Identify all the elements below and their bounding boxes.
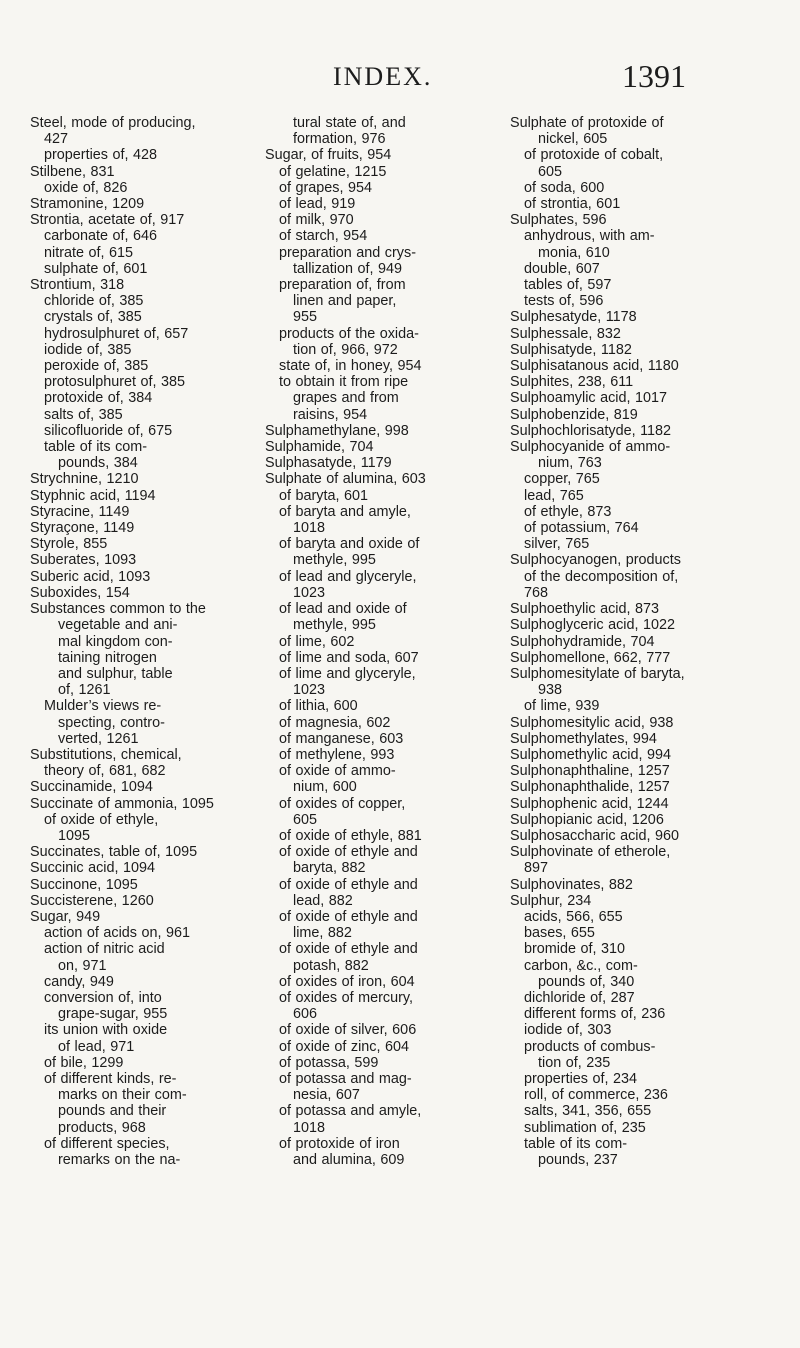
index-entry-line: of ethyle, 873	[524, 503, 612, 520]
index-column-1	[30, 115, 255, 1168]
index-entry-line: Suberic acid, 1093	[30, 568, 151, 585]
index-entry-line: 1023	[293, 584, 326, 601]
index-entry-line: of oxide of silver, 606	[279, 1022, 417, 1039]
index-entry-line: 938	[538, 682, 563, 699]
index-entry-line: Sulphoethylic acid, 873	[510, 601, 660, 618]
index-entry-line: Sulphocyanogen, products	[510, 552, 681, 569]
index-entry-line: carbonate of, 646	[44, 228, 158, 245]
index-entry-line: of oxides of iron, 604	[279, 973, 415, 990]
index-entry-line: double, 607	[524, 260, 600, 277]
index-entry-line: Sulphohydramide, 704	[510, 633, 655, 650]
index-entry-line: of baryta and amyle,	[279, 503, 411, 520]
index-entry-line: peroxide of, 385	[44, 358, 149, 375]
index-entry-line: Sulphoglyceric acid, 1022	[510, 617, 675, 634]
index-entry-line: on, 971	[58, 957, 107, 974]
index-entry-line: table of its com-	[44, 439, 148, 456]
index-entry-line: Steel, mode of producing,	[30, 115, 196, 131]
index-entry-line: 1023	[293, 682, 326, 699]
index-entry-line: Sulphomethylic acid, 994	[510, 746, 671, 763]
index-entry-line: verted, 1261	[58, 730, 139, 747]
index-entry-line: tests of, 596	[524, 293, 604, 310]
index-entry-line: tion of, 235	[538, 1054, 611, 1071]
index-entry-line: anhydrous, with am-	[524, 228, 655, 245]
index-entry-line: Sugar, of fruits, 954	[265, 147, 392, 164]
index-entry-line: Succinic acid, 1094	[30, 860, 155, 877]
index-entry-line: table of its com-	[524, 1135, 628, 1152]
index-entry-line: Sulphites, 238, 611	[510, 374, 634, 391]
index-entry-line: Suboxides, 154	[30, 584, 130, 601]
index-entry-line: Sulphomesitylic acid, 938	[510, 714, 674, 731]
index-entry-line: methyle, 995	[293, 552, 376, 569]
index-entry-line: salts, 341, 356, 655	[524, 1103, 652, 1120]
index-entry-line: 427	[44, 131, 69, 148]
index-entry-line: of grapes, 954	[279, 179, 373, 196]
index-entry-line: Succisterene, 1260	[30, 892, 154, 909]
index-entry-line: of oxide of ethyle and	[279, 941, 418, 958]
index-entry-line: pounds, 384	[58, 455, 138, 472]
index-entry-line: Sulphomesitylate of baryta,	[510, 665, 685, 682]
index-entry-line: of milk, 970	[279, 212, 354, 229]
index-entry-line: Sulphur, 234	[510, 892, 592, 909]
index-entry-line: pounds, 237	[538, 1152, 618, 1168]
index-entry-line: tables of, 597	[524, 277, 612, 294]
index-entry-line: its union with oxide	[44, 1022, 168, 1039]
index-entry-line: of manganese, 603	[279, 730, 404, 747]
index-entry-line: products, 968	[58, 1119, 146, 1136]
index-entry-line: and sulphur, table	[58, 665, 173, 682]
index-entry-line: Sulphophenic acid, 1244	[510, 795, 669, 812]
index-entry-line: iodide of, 385	[44, 341, 132, 358]
index-entry-line: crystals of, 385	[44, 309, 142, 326]
index-entry-line: Sulphessale, 832	[510, 325, 621, 342]
index-entry-line: Styrole, 855	[30, 536, 108, 553]
index-entry-line: Mulder’s views re-	[44, 698, 162, 715]
index-entry-line: of methylene, 993	[279, 746, 395, 763]
index-entry-line: conversion of, into	[44, 989, 162, 1006]
index-entry-line: marks on their com-	[58, 1087, 187, 1104]
index-entry-line: sulphate of, 601	[44, 260, 148, 277]
index-entry-line: carbon, &c., com-	[524, 957, 638, 974]
index-entry-line: grape-sugar, 955	[58, 1006, 168, 1023]
index-entry-line: hydrosulphuret of, 657	[44, 325, 189, 342]
index-entry-line: 897	[524, 860, 549, 877]
index-entry-line: of different kinds, re-	[44, 1070, 177, 1087]
index-entry-line: Succinates, table of, 1095	[30, 844, 198, 861]
index-entry-line: chloride of, 385	[44, 293, 144, 310]
index-entry-line: of strontia, 601	[524, 196, 621, 213]
index-entry-line: Sulphasatyde, 1179	[265, 455, 392, 472]
index-entry-line: of potassium, 764	[524, 520, 639, 537]
index-entry-line: Sulphovinates, 882	[510, 876, 633, 893]
index-entry-line: preparation and crys-	[279, 244, 416, 261]
index-entry-line: potash, 882	[293, 957, 369, 974]
index-entry-line: lead, 882	[293, 892, 353, 909]
index-entry-line: of oxide of ethyle and	[279, 908, 418, 925]
index-entry-line: theory of, 681, 682	[44, 763, 166, 780]
index-entry-line: specting, contro-	[58, 714, 165, 731]
index-entry-line: Sulphosaccharic acid, 960	[510, 827, 679, 844]
index-entry-line: Strontium, 318	[30, 277, 125, 294]
index-entry-line: Sulphonaphthalide, 1257	[510, 779, 670, 796]
index-entry-line: Strontia, acetate of, 917	[30, 212, 185, 229]
index-entry-line: of lithia, 600	[279, 698, 358, 715]
index-entry-line: of protoxide of iron	[279, 1135, 400, 1152]
index-entry-line: of lead and glyceryle,	[279, 568, 417, 585]
index-entry-line: of baryta and oxide of	[279, 536, 420, 553]
index-entry-line: linen and paper,	[293, 293, 397, 310]
index-entry-line: bromide of, 310	[524, 941, 625, 958]
index-entry-line: tallization of, 949	[293, 260, 403, 277]
index-entry-line: nium, 600	[293, 779, 357, 796]
index-entry-line: Stilbene, 831	[30, 163, 115, 180]
index-entry-line: Substitutions, chemical,	[30, 746, 182, 763]
index-entry-line: different forms of, 236	[524, 1006, 666, 1023]
index-entry-line: 606	[293, 1006, 318, 1023]
index-entry-line: Substances common to the	[30, 601, 206, 618]
index-entry-line: lime, 882	[293, 925, 352, 942]
index-entry-line: of lead, 971	[58, 1038, 135, 1055]
index-entry-line: of oxide of ethyle, 881	[279, 827, 422, 844]
index-entry-line: monia, 610	[538, 244, 610, 261]
index-entry-line: silver, 765	[524, 536, 590, 553]
index-entry-line: of baryta, 601	[279, 487, 369, 504]
index-entry-line: Sulphocyanide of ammo-	[510, 439, 671, 456]
index-entry-line: Sulphamide, 704	[265, 439, 374, 456]
index-entry-line: of oxides of copper,	[279, 795, 406, 812]
index-entry-line: of lead, 919	[279, 196, 356, 213]
index-entry-line: nium, 763	[538, 455, 602, 472]
index-entry-line: silicofluoride of, 675	[44, 422, 173, 439]
index-entry-line: Sulphochlorisatyde, 1182	[510, 422, 672, 439]
index-entry-line: of the decomposition of,	[524, 568, 679, 585]
index-entry-line: Sulphesatyde, 1178	[510, 309, 637, 326]
index-entry-line: of lime and soda, 607	[279, 649, 419, 666]
index-entry-line: Suberates, 1093	[30, 552, 137, 569]
index-entry-line: dichloride of, 287	[524, 989, 635, 1006]
index-entry-line: 1018	[293, 1119, 326, 1136]
index-entry-line: Styraçone, 1149	[30, 520, 135, 537]
index-entry-line: action of nitric acid	[44, 941, 165, 958]
index-entry-line: nickel, 605	[538, 131, 608, 148]
index-entry-line: Styracine, 1149	[30, 503, 130, 520]
index-entry-line: oxide of, 826	[44, 179, 128, 196]
index-entry-line: of lime, 939	[524, 698, 600, 715]
index-entry-line: of oxides of mercury,	[279, 989, 413, 1006]
index-entry-line: of gelatine, 1215	[279, 163, 387, 180]
index-entry-line: grapes and from	[293, 390, 399, 407]
index-entry-line: Sulphate of alumina, 603	[265, 471, 426, 488]
index-entry-line: of magnesia, 602	[279, 714, 391, 731]
index-entry-line: 605	[293, 811, 318, 828]
index-entry-line: vegetable and ani-	[58, 617, 178, 634]
index-entry-line: remarks on the na-	[58, 1152, 181, 1168]
index-entry-line: Sulphates, 596	[510, 212, 607, 229]
index-entry-line: Sulphamethylane, 998	[265, 422, 409, 439]
index-entry-line: Sulphomethylates, 994	[510, 730, 657, 747]
index-entry-line: roll, of commerce, 236	[524, 1087, 668, 1104]
index-entry-line: Sulphoamylic acid, 1017	[510, 390, 667, 407]
index-entry-line: Strychnine, 1210	[30, 471, 139, 488]
index-entry-line: acids, 566, 655	[524, 908, 623, 925]
index-entry-line: of oxide of ammo-	[279, 763, 396, 780]
index-entry-line: products of the oxida-	[279, 325, 419, 342]
index-entry-line: 1095	[58, 827, 91, 844]
index-entry-line: Styphnic acid, 1194	[30, 487, 156, 504]
index-entry-line: state of, in honey, 954	[279, 358, 422, 375]
index-entry-line: Sulphisatanous acid, 1180	[510, 358, 679, 375]
index-entry-line: taining nitrogen	[58, 649, 157, 666]
index-entry-line: of oxide of ethyle and	[279, 876, 418, 893]
index-entry-line: of oxide of zinc, 604	[279, 1038, 409, 1055]
page-header	[0, 58, 800, 98]
index-entry-line: of soda, 600	[524, 179, 605, 196]
index-entry-line: Succinone, 1095	[30, 876, 138, 893]
index-entry-line: Sulphate of protoxide of	[510, 115, 664, 131]
index-entry-line: of, 1261	[58, 682, 111, 699]
index-entry-line: to obtain it from ripe	[279, 374, 409, 391]
index-entry-line: iodide of, 303	[524, 1022, 612, 1039]
index-entry-line: 605	[538, 163, 563, 180]
index-entry-line: methyle, 995	[293, 617, 376, 634]
index-entry-line: of starch, 954	[279, 228, 368, 245]
index-entry-line: 955	[293, 309, 318, 326]
index-column-2	[265, 115, 495, 1168]
index-entry-line: Sulphovinate of etherole,	[510, 844, 671, 861]
index-entry-line: Sulphisatyde, 1182	[510, 341, 632, 358]
index-entry-line: nesia, 607	[293, 1087, 360, 1104]
index-entry-line: products of combus-	[524, 1038, 656, 1055]
index-entry-line: action of acids on, 961	[44, 925, 191, 942]
index-entry-line: of oxide of ethyle,	[44, 811, 159, 828]
index-entry-line: lead, 765	[524, 487, 584, 504]
index-entry-line: tion of, 966, 972	[293, 341, 398, 358]
index-entry-line: Sulphonaphthaline, 1257	[510, 763, 670, 780]
index-entry-line: of oxide of ethyle and	[279, 844, 418, 861]
index-entry-line: Sulphomellone, 662, 777	[510, 649, 671, 666]
index-entry-line: of protoxide of cobalt,	[524, 147, 664, 164]
index-entry-line: Sulphopianic acid, 1206	[510, 811, 664, 828]
index-entry-line: nitrate of, 615	[44, 244, 134, 261]
index-entry-line: tural state of, and	[293, 115, 406, 131]
index-entry-line: of lime, 602	[279, 633, 355, 650]
index-entry-line: salts of, 385	[44, 406, 123, 423]
index-entry-line: of lime and glyceryle,	[279, 665, 416, 682]
index-entry-line: 768	[524, 584, 549, 601]
page-number: 1391	[622, 58, 686, 94]
index-entry-line: of different species,	[44, 1135, 170, 1152]
index-entry-line: Stramonine, 1209	[30, 196, 145, 213]
index-entry-line: Succinate of ammonia, 1095	[30, 795, 214, 812]
index-entry-line: of bile, 1299	[44, 1054, 124, 1071]
index-entry-line: sublimation of, 235	[524, 1119, 646, 1136]
index-entry-line: properties of, 234	[524, 1070, 637, 1087]
index-entry-line: bases, 655	[524, 925, 595, 942]
index-entry-line: of potassa, 599	[279, 1054, 379, 1071]
index-entry-line: pounds of, 340	[538, 973, 635, 990]
index-entry-line: of lead and oxide of	[279, 601, 407, 618]
index-entry-line: of potassa and amyle,	[279, 1103, 422, 1120]
index-entry-line: properties of, 428	[44, 147, 157, 164]
index-column-3	[510, 115, 758, 1168]
index-entry-line: copper, 765	[524, 471, 600, 488]
index-entry-line: Sulphobenzide, 819	[510, 406, 638, 423]
index-entry-line: baryta, 882	[293, 860, 366, 877]
index-entry-line: formation, 976	[293, 131, 386, 148]
index-entry-line: Sugar, 949	[30, 908, 101, 925]
index-entry-line: of potassa and mag-	[279, 1070, 412, 1087]
index-entry-line: and alumina, 609	[293, 1152, 405, 1168]
index-entry-line: candy, 949	[44, 973, 114, 990]
index-entry-line: preparation of, from	[279, 277, 406, 294]
index-entry-line: protoxide of, 384	[44, 390, 153, 407]
index-entry-line: Succinamide, 1094	[30, 779, 153, 796]
index-entry-line: protosulphuret of, 385	[44, 374, 186, 391]
index-entry-line: 1018	[293, 520, 326, 537]
index-entry-line: mal kingdom con-	[58, 633, 173, 650]
index-entry-line: raisins, 954	[293, 406, 368, 423]
page-title: INDEX.	[333, 62, 433, 91]
index-entry-line: pounds and their	[58, 1103, 167, 1120]
